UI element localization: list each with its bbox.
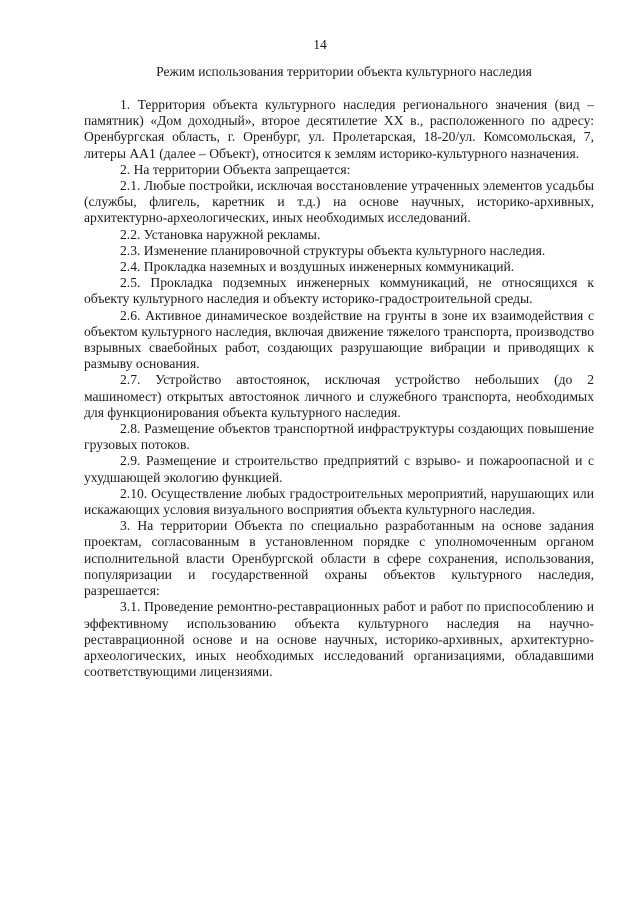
paragraph-2-9: 2.9. Размещение и строительство предприятий с взрыво- и пожароопасной и с ухудшающей экологию функцией. [84,453,594,485]
document-title: Режим использования территории объекта культурного наследия [156,64,532,79]
paragraph-1: 1. Территория объекта культурного наследия регионального значения (вид – памятник) «Дом доходный», второе десятилетие XX в., расположенного по адресу: Оренбургская область, г. Оренбург, ул. Пролетарская, 18-20/ул. Комсомольская, 7, литеры АА1 (далее – Объект), относится к землям историко-культурного назначения. [84,97,594,161]
paragraph-2-3: 2.3. Изменение планировочной структуры объекта культурного наследия. [120,242,546,258]
paragraph-2-2: 2.2. Установка наружной рекламы. [120,226,321,242]
paragraph-3-1: 3.1. Проведение ремонтно-реставрационных работ и работ по приспособлению и эффективному использованию объекта культурного наследия на научно-реставрационной основе и на основе научных, историко-архивных, архитектурно-археологических, иных необходимых исследований организациями, обладавшими соответствующими лицензиями. [84,599,594,680]
paragraph-3: 3. На территории Объекта по специально разработанным на основе задания проектам, согласованным в установленном порядке с уполномоченным органом исполнительной власти Оренбургской области в сфере сохранения, использования, популяризации и государственной охраны объектов культурного наследия, разрешается: [84,518,594,599]
paragraph-2-7: 2.7. Устройство автостоянок, исключая устройство небольших (до 2 машиномест) открытых автостоянок личного и служебного транспорта, необходимых для функционирования объекта культурного наследия. [84,372,594,420]
paragraph-2-4: 2.4. Прокладка наземных и воздушных инженерных коммуникаций. [120,259,515,275]
paragraph-2-6: 2.6. Активное динамическое воздействие на грунты в зоне их взаимодействия с объектом культурного наследия, включая движение тяжелого транспорта, производство взрывных сваебойных работ, создающих разрушающие вибрации и приводящих к размыву основания. [84,307,594,372]
page-number: 14 [313,37,327,52]
paragraph-2-1: 2.1. Любые постройки, исключая восстановление утраченных элементов усадьбы (службы, флигель, каретник и т.д.) на основе научных, историко-архивных, архитектурно-археологических, иных необходимых исследований. [84,178,594,226]
paragraph-2: 2. На территории Объекта запрещается: [120,161,351,177]
paragraph-2-5: 2.5. Прокладка подземных инженерных коммуникаций, не относящихся к объекту культурного наследия и объекту историко-градостроительной среды. [84,275,594,307]
document-body [84,97,594,680]
paragraph-2-10: 2.10. Осуществление любых градостроительных мероприятий, нарушающих или искажающих условия визуального восприятия объекта культурного наследия. [84,485,594,518]
paragraph-2-8: 2.8. Размещение объектов транспортной инфраструктуры создающих повышение грузовых потоков. [84,421,594,453]
